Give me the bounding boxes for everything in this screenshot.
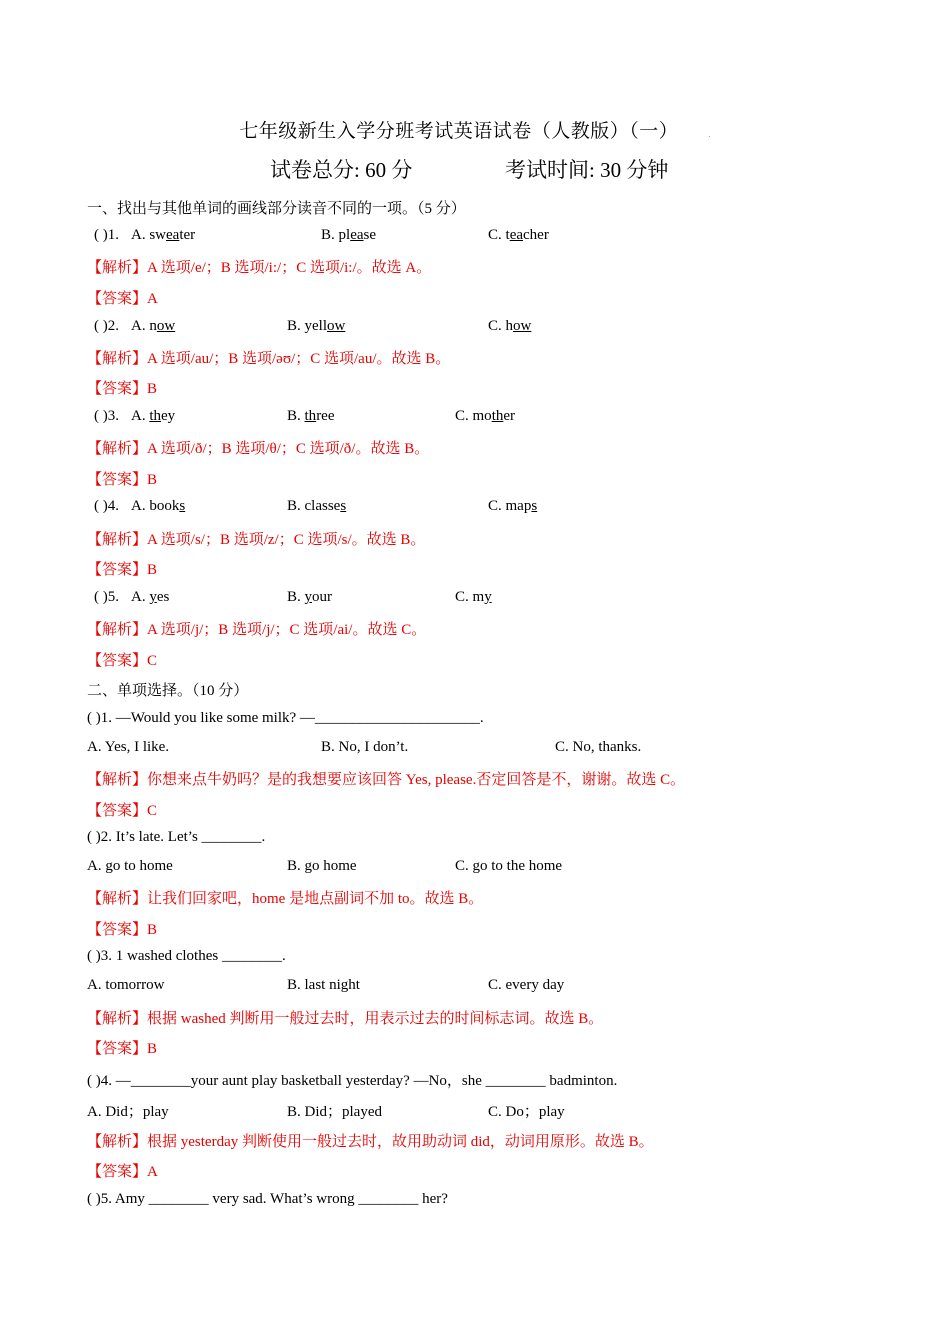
p2-q4-analysis: 【解析】根据 yesterday 判断使用一般过去时，故用助动词 did，动词用原形。故选 B。 — [87, 1134, 654, 1150]
p1-q5-option-b: B. your — [287, 589, 333, 605]
exam-time: 考试时间: 30 分钟 — [505, 158, 669, 182]
p1-q5-answer: 【答案】C — [87, 653, 158, 669]
p1-q3-option-a: A. they — [131, 408, 176, 424]
p1-q4-answer: 【答案】B — [87, 562, 158, 578]
p2-q1-answer: 【答案】C — [87, 803, 158, 819]
p1-q5-option-c: C. my — [455, 589, 492, 605]
p1-q5-option-a: A. yes — [131, 589, 170, 605]
p1-q2-option-a: A. now — [131, 318, 176, 334]
p2-q1-option-b: B. No, I don’t. — [321, 739, 409, 755]
p2-q3-analysis: 【解析】根据 washed 判断用一般过去时，用表示过去的时间标志词。故选 B。 — [87, 1011, 604, 1027]
p2-q2-stem: ( )2. It’s late. Let’s ________. — [87, 829, 266, 845]
p1-q2-option-b: B. yellow — [287, 318, 346, 334]
p2-q4-option-a: A. Did；play — [87, 1104, 169, 1120]
p2-q5-stem: ( )5. Amy ________ very sad. What’s wrong ________ her? — [87, 1191, 448, 1207]
p1-q4-analysis: 【解析】A 选项/s/；B 选项/z/；C 选项/s/。故选 B。 — [87, 532, 426, 548]
p2-q3-option-a: A. tomorrow — [87, 977, 165, 993]
section-two-heading: 二、单项选择。（10 分） — [87, 683, 249, 699]
p1-q2-analysis: 【解析】A 选项/au/；B 选项/əʊ/；C 选项/au/。故选 B。 — [87, 351, 451, 367]
p1-q2-number: ( )2. — [94, 318, 119, 334]
p2-q2-analysis: 【解析】让我们回家吧，home 是地点副词不加 to。故选 B。 — [87, 891, 484, 907]
p2-q2-option-a: A. go to home — [87, 858, 173, 874]
p1-q1-option-b: B. please — [321, 227, 377, 243]
p1-q4-option-b: B. classes — [287, 498, 347, 514]
section-one-heading: 一、找出与其他单词的画线部分读音不同的一项。（5 分） — [87, 201, 466, 217]
p1-q4-option-c: C. maps — [488, 498, 538, 514]
page-title-text: 七年级新生入学分班考试英语试卷（人教版）（一） — [239, 121, 679, 142]
p2-q3-answer: 【答案】B — [87, 1041, 158, 1057]
p2-q1-option-c: C. No, thanks. — [555, 739, 642, 755]
total-score: 试卷总分: 60 分 — [270, 158, 413, 182]
p1-q5-number: ( )5. — [94, 589, 119, 605]
p2-q2-option-b: B. go home — [287, 858, 357, 874]
page-title: 七年级新生入学分班考试英语试卷（人教版）（一） . — [239, 121, 711, 142]
p1-q1-number: ( )1. — [94, 227, 119, 243]
p1-q2-answer: 【答案】B — [87, 381, 158, 397]
p1-q4-number: ( )4. — [94, 498, 119, 514]
p1-q3-option-b: B. three — [287, 408, 335, 424]
p2-q4-option-c: C. Do；play — [488, 1104, 565, 1120]
p1-q3-analysis: 【解析】A 选项/ð/；B 选项/θ/；C 选项/ð/。故选 B。 — [87, 441, 430, 457]
p2-q1-analysis: 【解析】你想来点牛奶吗？是的我想要应该回答 Yes, please.否定回答是不，谢谢。故选 C。 — [87, 772, 686, 788]
p2-q1-stem: ( )1. —Would you like some milk? —______________________. — [87, 710, 484, 726]
p1-q3-answer: 【答案】B — [87, 472, 158, 488]
p2-q4-answer: 【答案】A — [87, 1164, 158, 1180]
p1-q1-option-c: C. teacher — [488, 227, 549, 243]
p1-q1-answer: 【答案】A — [87, 291, 158, 307]
p2-q2-option-c: C. go to the home — [455, 858, 563, 874]
p2-q1-option-a: A. Yes, I like. — [87, 739, 170, 755]
p1-q4-option-a: A. books — [131, 498, 186, 514]
p1-q2-option-c: C. how — [488, 318, 532, 334]
p2-q3-option-c: C. every day — [488, 977, 565, 993]
p2-q2-answer: 【答案】B — [87, 922, 158, 938]
p2-q3-option-b: B. last night — [287, 977, 360, 993]
p2-q4-stem: ( )4. —________your aunt play basketball yesterday? —No，she ________ badminton. — [87, 1073, 618, 1089]
p1-q1-option-a: A. sweater — [131, 227, 196, 243]
p1-q3-option-c: C. mother — [455, 408, 516, 424]
p1-q1-analysis: 【解析】A 选项/e/；B 选项/i:/；C 选项/i:/。故选 A。 — [87, 260, 432, 276]
p1-q5-analysis: 【解析】A 选项/j/；B 选项/j/；C 选项/ai/。故选 C。 — [87, 622, 427, 638]
p1-q3-number: ( )3. — [94, 408, 119, 424]
p2-q4-option-b: B. Did；played — [287, 1104, 382, 1120]
p2-q3-stem: ( )3. 1 washed clothes ________. — [87, 948, 286, 964]
